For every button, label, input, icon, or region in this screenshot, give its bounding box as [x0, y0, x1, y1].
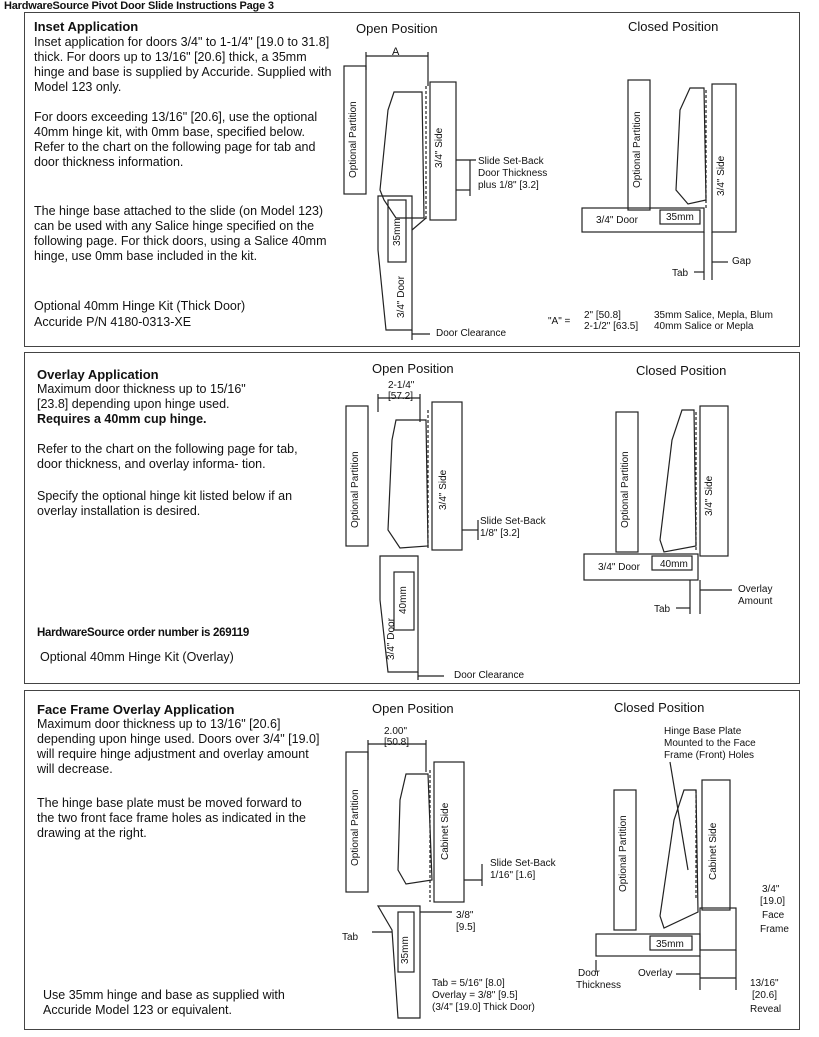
faceframe-ff-4: Frame [760, 924, 789, 935]
overlay-para3: Specify the optional hinge kit listed below if an overlay installation is desired. [37, 489, 293, 518]
inset-a-val1: 2" [50.8] [584, 310, 621, 321]
faceframe-reveal-3: Reveal [750, 1004, 782, 1015]
overlay-kit: Optional 40mm Hinge Kit (Overlay) [40, 650, 234, 664]
faceframe-closed-heading: Closed Position [614, 700, 705, 715]
faceframe-door-thk-2: Thickness [576, 980, 622, 991]
inset-setback-3: plus 1/8" [3.2] [478, 180, 539, 191]
inset-label-side: 3/4" Side [434, 127, 445, 168]
inset-closed-partition: Optional Partition [632, 111, 643, 188]
faceframe-thick-door: (3/4" [19.0] Thick Door) [432, 1002, 535, 1013]
overlay-dim2: [57.2] [388, 391, 414, 402]
faceframe-dim38b: [9.5] [456, 922, 476, 933]
faceframe-label-35mm: 35mm [400, 936, 411, 964]
faceframe-setback-1: Slide Set-Back [490, 858, 556, 869]
faceframe-reveal-1: 13/16" [750, 978, 779, 989]
overlay-order-number: HardwareSource order number is 269119 [37, 627, 249, 639]
faceframe-ff-3: Face [762, 910, 785, 921]
overlay-label-partition: Optional Partition [350, 451, 361, 528]
faceframe-title: Face Frame Overlay Application [37, 702, 235, 717]
overlay-tab: Tab [654, 604, 671, 615]
inset-tab: Tab [672, 268, 689, 279]
inset-open-heading: Open Position [356, 21, 438, 36]
inset-gap: Gap [732, 256, 751, 267]
overlay-door-clearance: Door Clearance [454, 670, 525, 681]
faceframe-ff-2: [19.0] [760, 896, 786, 907]
faceframe-ff-1: 3/4" [762, 884, 780, 895]
overlay-label-side: 3/4" Side [438, 469, 449, 510]
overlay-para2: Refer to the chart on the following page for tab, door thickness, and overlay informa- tion. [37, 442, 298, 471]
faceframe-overlay: Overlay [638, 968, 673, 979]
inset-setback-2: Door Thickness [478, 168, 548, 179]
overlay-closed-side: 3/4" Side [704, 475, 715, 516]
inset-para1: Inset application for doors 3/4" to 1-1/4" [19.0 to 31.8] thick. For doors up to 13/16" [20.6] thick, a 35mm hinge and base is supplied by Accuride. Supplied with Model 123 only. [34, 35, 332, 94]
faceframe-dim38a: 3/8" [456, 910, 474, 921]
overlay-line2: [23.8] depending upon hinge used. [37, 397, 230, 411]
inset-closed-drawing [582, 80, 736, 280]
faceframe-para1: Maximum door thickness up to 13/16" [20.6] depending upon hinge used. Doors over 3/4" [19.0] will require hinge adjustment and overlay amount will decrease. [37, 717, 320, 776]
inset-kit-line1: Optional 40mm Hinge Kit (Thick Door) [34, 299, 246, 313]
faceframe-closed-35mm: 35mm [656, 939, 684, 950]
faceframe-hinge-plate-1: Hinge Base Plate [664, 726, 742, 737]
inset-label-door: 3/4" Door [396, 276, 407, 318]
inset-setback-1: Slide Set-Back [478, 156, 544, 167]
overlay-setback-2: 1/8" [3.2] [480, 528, 520, 539]
faceframe-hinge-plate-2: Mounted to the Face [664, 738, 756, 749]
faceframe-para2: The hinge base plate must be moved forward to the two front face frame holes as indicated in the drawing at the right. [37, 796, 306, 840]
overlay-closed-partition: Optional Partition [620, 451, 631, 528]
inset-door-clearance: Door Clearance [436, 328, 507, 339]
faceframe-tab: Tab [342, 932, 359, 943]
faceframe-closed-partition: Optional Partition [618, 815, 629, 892]
faceframe-door-thk-1: Door [578, 968, 600, 979]
inset-kit-line2: Accuride P/N 4180-0313-XE [34, 315, 192, 329]
faceframe-overlay-eq: Overlay = 3/8" [9.5] [432, 990, 518, 1001]
inset-a-desc1: 35mm Salice, Mepla, Blum [654, 310, 773, 321]
inset-para3: The hinge base attached to the slide (on Model 123) can be used with any Salice hinge specified on the following page. For thick doors, using a Salice 40mm hinge, use 0mm base included in the kit. [34, 204, 327, 263]
inset-label-partition: Optional Partition [348, 101, 359, 178]
overlay-label-door: 3/4" Door [386, 618, 397, 660]
overlay-closed-40mm: 40mm [660, 559, 688, 570]
inset-title: Inset Application [34, 19, 139, 34]
inset-a-val2: 2-1/2" [63.5] [584, 321, 639, 332]
overlay-setback-1: Slide Set-Back [480, 516, 546, 527]
faceframe-tab-eq: Tab = 5/16" [8.0] [432, 978, 505, 989]
page-header: HardwareSource Pivot Door Slide Instructions Page 3 [4, 0, 274, 12]
overlay-open-heading: Open Position [372, 361, 454, 376]
overlay-closed-door: 3/4" Door [598, 562, 640, 573]
overlay-amount-1: Overlay [738, 584, 773, 595]
inset-closed-side: 3/4" Side [716, 155, 727, 196]
overlay-line1: Maximum door thickness up to 15/16" [37, 382, 246, 396]
overlay-closed-heading: Closed Position [636, 363, 727, 378]
inset-open-drawing [344, 52, 476, 340]
inset-label-a: A [392, 46, 400, 58]
faceframe-label-partition: Optional Partition [350, 789, 361, 866]
faceframe-closed-cabinet: Cabinet Side [708, 822, 719, 880]
inset-a-desc2: 40mm Salice or Mepla [654, 321, 754, 332]
overlay-label-40mm: 40mm [398, 586, 409, 614]
faceframe-reveal-2: [20.6] [752, 990, 778, 1001]
inset-closed-35mm: 35mm [666, 212, 694, 223]
faceframe-dim1: 2.00" [384, 726, 408, 737]
faceframe-setback-2: 1/16" [1.6] [490, 870, 536, 881]
inset-para2: For doors exceeding 13/16" [20.6], use the optional 40mm hinge kit, with 0mm base, specified below. Refer to the chart on the following page for tab and door thickness information. [34, 110, 318, 169]
inset-closed-door: 3/4" Door [596, 215, 638, 226]
faceframe-para3: Use 35mm hinge and base as supplied with Accuride Model 123 or equivalent. [43, 988, 285, 1017]
faceframe-hinge-plate-3: Frame (Front) Holes [664, 750, 755, 761]
faceframe-label-cabinet: Cabinet Side [440, 802, 451, 860]
inset-label-35mm: 35mm [392, 218, 403, 246]
inset-a-eq: "A" = [548, 316, 571, 327]
overlay-title: Overlay Application [37, 367, 159, 382]
overlay-line3: Requires a 40mm cup hinge. [37, 412, 207, 426]
overlay-dim1: 2-1/4" [388, 380, 415, 391]
inset-closed-heading: Closed Position [628, 19, 719, 34]
faceframe-open-heading: Open Position [372, 701, 454, 716]
faceframe-dim2: [50.8] [384, 737, 410, 748]
overlay-amount-2: Amount [738, 596, 773, 607]
